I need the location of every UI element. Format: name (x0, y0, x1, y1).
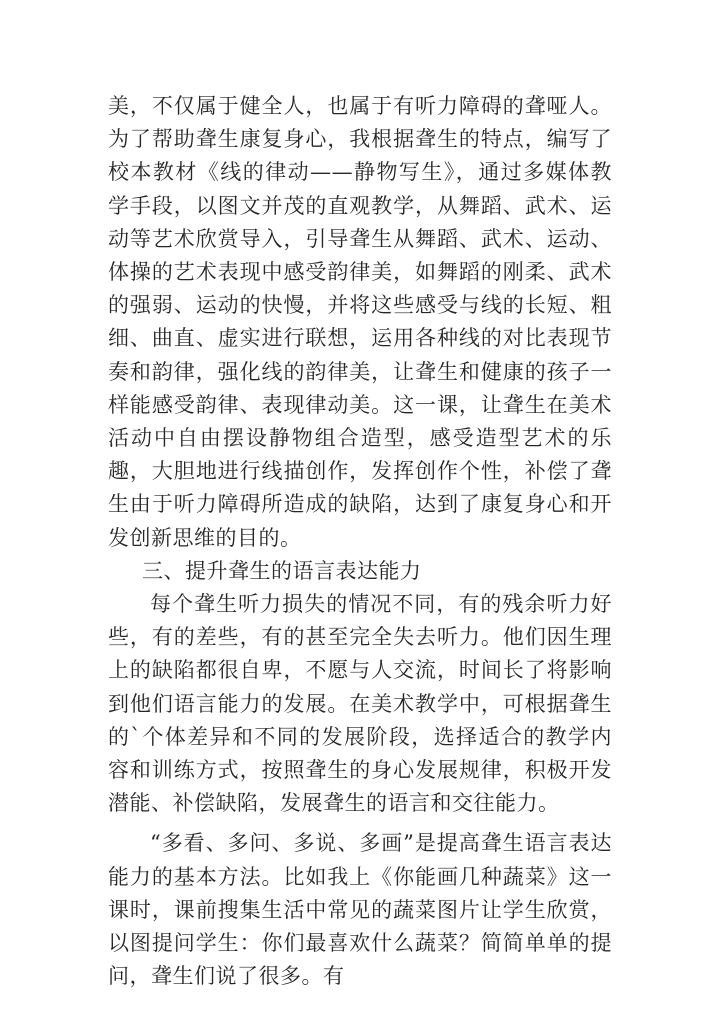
body-paragraph: “多看、多问、多说、多画”是提高聋生语言表达能力的基本方法。比如我上《你能画几种蔬菜》这一课时，课前搜集生活中常见的蔬菜图片让学生欣赏，以图提问学生：你们最喜欢什么蔬菜？简简单单的提问，聋生们说了很多。有 (108, 831, 612, 989)
body-paragraph: 美，不仅属于健全人，也属于有听力障碍的聋哑人。为了帮助聋生康复身心，我根据聋生的特点，编写了校本教材《线的律动——静物写生》，通过多媒体教学手段，以图文并茂的直观教学，从舞蹈、武术、运动等艺术欣赏导入，引导聋生从舞蹈、武术、运动、体操的艺术表现中感受韵律美，如舞蹈的刚柔、武术的强弱、运动的快慢，并将这些感受与线的长短、粗细、曲直、虚实进行联想，运用各种线的对比表现节奏和韵律，强化线的韵律美，让聋生和健康的孩子一样能感受韵律、表现律动美。这一课，让聋生在美术活动中自由摆设静物组合造型，感受造型艺术的乐趣，大胆地进行线描创作，发挥创作个性，补偿了聋生由于听力障碍所造成的缺陷，达到了康复身心和开发创新思维的目的。 (108, 94, 612, 550)
document-body (108, 90, 612, 993)
section-heading: 三、提升聋生的语言表达能力 (142, 558, 422, 583)
body-paragraph: 每个聋生听力损失的情况不同，有的残余听力好些，有的差些，有的甚至完全失去听力。他们因生理上的缺陷都很自卑，不愿与人交流，时间长了将影响到他们语言能力的发展。在美术教学中，可根据聋生的`个体差异和不同的发展阶段，选择适合的教学内容和训练方式，按照聋生的身心发展规律，积极开发潜能、补偿缺陷，发展聋生的语言和交往能力。 (108, 592, 612, 816)
